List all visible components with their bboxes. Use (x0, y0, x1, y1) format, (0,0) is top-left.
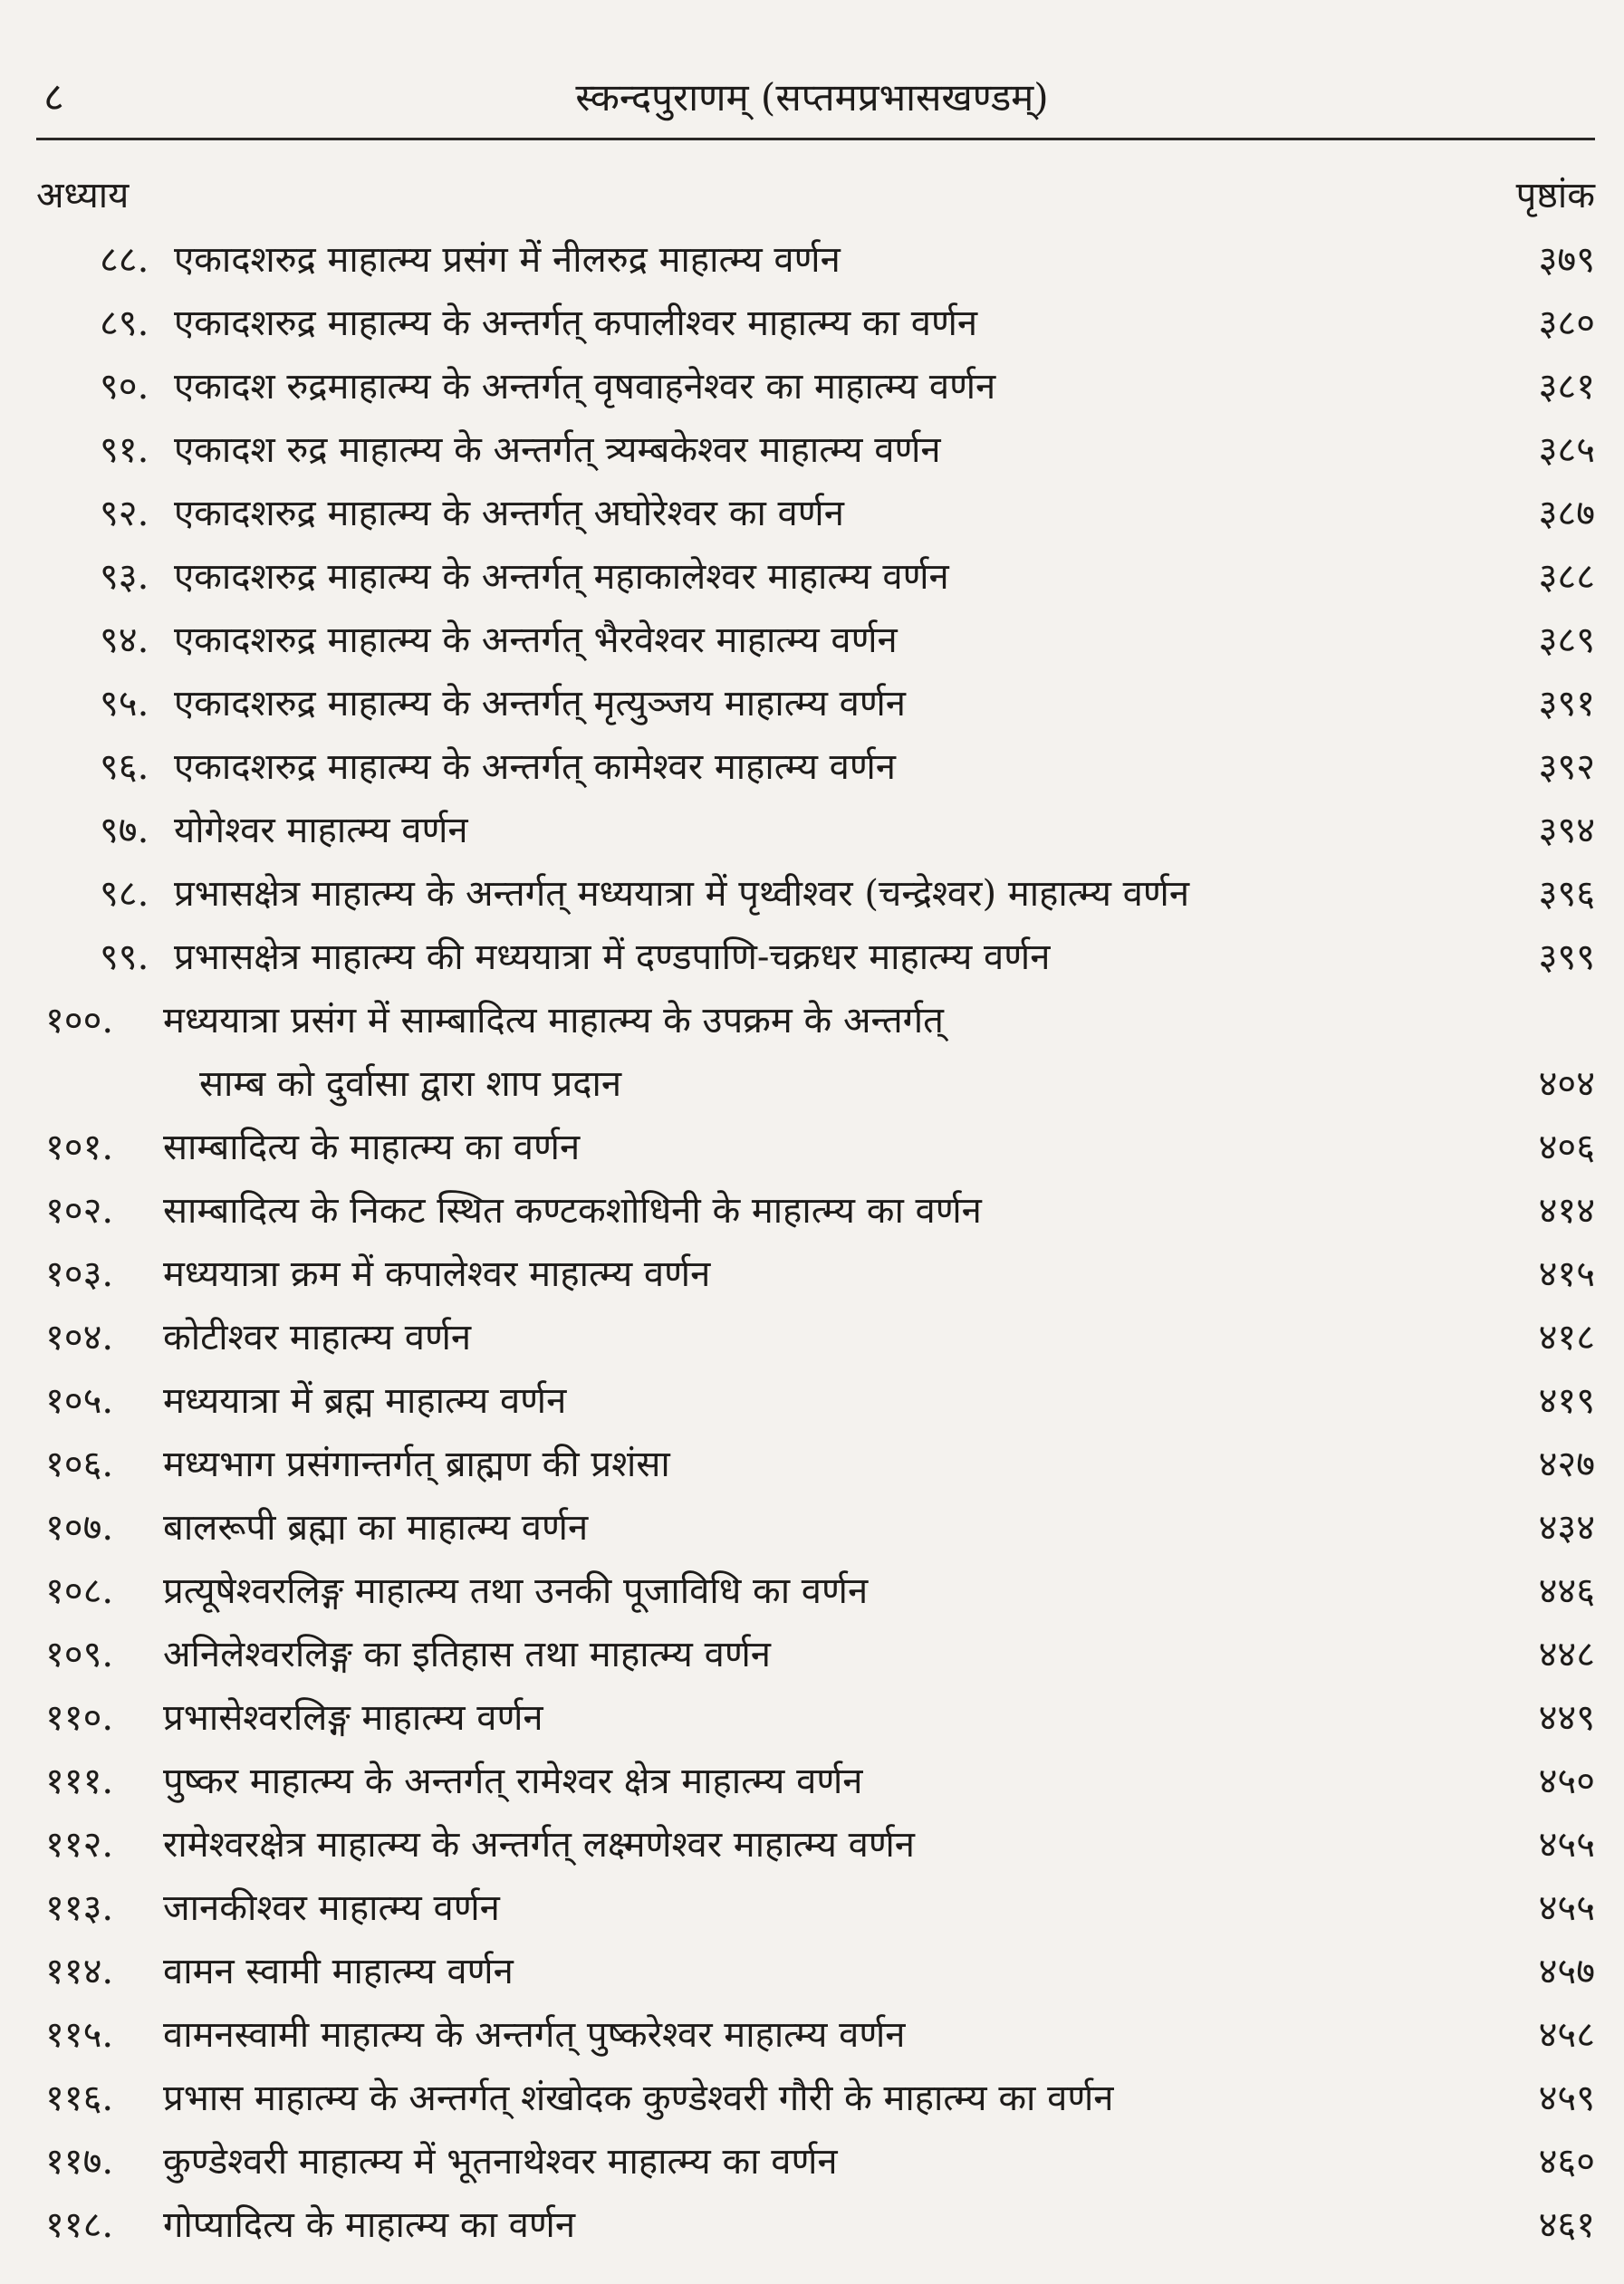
toc-entry (36, 2130, 1595, 2193)
chapter-title (163, 1116, 1468, 1179)
page-reference: ३९१ (1538, 683, 1595, 725)
chapter-number: १०८. (45, 1570, 114, 1612)
toc-entry (36, 1559, 1595, 1623)
chapter-title-text: प्रभास माहात्म्य के अन्तर्गत् शंखोदक कुण्डेश्वरी गौरी के माहात्म्य का वर्णन (163, 2078, 1114, 2119)
chapter-title (163, 1306, 1468, 1369)
toc-entry (36, 1750, 1595, 1813)
chapter-number: १०३. (45, 1253, 114, 1295)
chapter-number: ११५. (45, 2014, 114, 2056)
chapter-number: ९७. (100, 810, 149, 851)
chapter-title-text: बालरूपी ब्रह्मा का माहात्म्य वर्णन (163, 1507, 589, 1549)
page-reference: ३८० (1538, 302, 1595, 344)
page-reference: ४१५ (1538, 1253, 1595, 1295)
chapter-title-text: वामन स्वामी माहात्म्य वर्णन (163, 1951, 514, 1992)
chapter-number: १०९. (45, 1634, 114, 1675)
page-reference: ४५५ (1538, 1887, 1595, 1929)
chapter-title-text: एकादशरुद्र माहात्म्य के अन्तर्गत् भैरवेश्वर माहात्म्य वर्णन (174, 619, 898, 661)
chapter-number: १०४. (45, 1317, 114, 1358)
chapter-number: १०५. (45, 1380, 114, 1422)
page-reference: ३९४ (1538, 810, 1595, 851)
chapter-title (163, 1369, 1468, 1433)
page-reference: ४२७ (1538, 1444, 1595, 1485)
chapter-number: ११८. (45, 2204, 114, 2246)
chapter-number: ११२. (45, 1824, 114, 1866)
page-column-heading: पृष्ठांक (1515, 175, 1595, 216)
toc-entry (36, 1686, 1595, 1750)
chapter-number: ९६. (100, 746, 149, 788)
chapter-title (174, 862, 1468, 926)
toc-entry (36, 1623, 1595, 1686)
page-reference: ३८५ (1538, 429, 1595, 471)
page-header (36, 71, 1588, 125)
table-of-contents (36, 228, 1595, 2257)
chapter-number: १०२. (45, 1190, 114, 1232)
chapter-number: ८८. (100, 239, 149, 281)
chapter-title-text: मध्यभाग प्रसंगान्तर्गत् ब्राह्मण की प्रशंसा (163, 1444, 670, 1485)
chapter-number: ११३. (45, 1887, 114, 1929)
chapter-title-text: एकादशरुद्र माहात्म्य के अन्तर्गत् महाकालेश्वर माहात्म्य वर्णन (174, 556, 949, 598)
page-reference: ३९६ (1538, 873, 1595, 915)
page-reference: ४६० (1538, 2141, 1595, 2183)
toc-entry (36, 2193, 1595, 2257)
chapter-title-continuation: साम्ब को दुर्वासा द्वारा शाप प्रदान (199, 1063, 622, 1105)
page-reference: ४०६ (1538, 1127, 1595, 1168)
chapter-title-text: प्रभासक्षेत्र माहात्म्य के अन्तर्गत् मध्ययात्रा में पृथ्वीश्वर (चन्द्रेश्वर) माहात्म्य वर्णन (174, 873, 1190, 915)
chapter-title-text: एकादशरुद्र माहात्म्य प्रसंग में नीलरुद्र माहात्म्य वर्णन (174, 239, 841, 281)
toc-entry (36, 418, 1595, 482)
chapter-title (163, 1750, 1468, 1813)
chapter-number: १११. (45, 1761, 114, 1802)
chapter-title (174, 926, 1468, 989)
chapter-number: ९३. (100, 556, 149, 598)
chapter-title-text: मध्ययात्रा में ब्रह्म माहात्म्य वर्णन (163, 1380, 567, 1422)
page-reference: ४६१ (1538, 2204, 1595, 2246)
chapter-number: ९१. (100, 429, 149, 471)
chapter-title-text: कोटीश्वर माहात्म्य वर्णन (163, 1317, 472, 1358)
chapter-number: १०७. (45, 1507, 114, 1549)
chapter-number: ११७. (45, 2141, 114, 2183)
toc-entry (36, 1876, 1595, 1940)
toc-entry (36, 482, 1595, 545)
toc-entry (36, 672, 1595, 735)
chapter-title (163, 2067, 1468, 2130)
chapter-title (174, 228, 1468, 292)
toc-entry (36, 799, 1595, 862)
page-reference: ३८८ (1538, 556, 1595, 598)
chapter-title (163, 1813, 1468, 1876)
chapter-title-text: एकादशरुद्र माहात्म्य के अन्तर्गत् कपालीश्वर माहात्म्य का वर्णन (174, 302, 978, 344)
page-reference: ४४९ (1538, 1697, 1595, 1739)
chapter-title-text: प्रत्यूषेश्वरलिङ्ग माहात्म्य तथा उनकी पूजाविधि का वर्णन (163, 1570, 869, 1612)
column-headings (36, 170, 1595, 221)
page-reference: ३८७ (1538, 493, 1595, 534)
chapter-title-text: गोप्यादित्य के माहात्म्य का वर्णन (163, 2204, 576, 2246)
chapter-title-text: कुण्डेश्वरी माहात्म्य में भूतनाथेश्वर माहात्म्य का वर्णन (163, 2141, 838, 2183)
chapter-title (163, 1496, 1468, 1559)
chapter-title (163, 1179, 1468, 1243)
page-reference: ३९९ (1538, 936, 1595, 978)
chapter-title-text: मध्ययात्रा प्रसंग में साम्बादित्य माहात्म्य के उपक्रम के अन्तर्गत् (163, 1000, 944, 1041)
chapter-number: ११६. (45, 2078, 114, 2119)
chapter-title (163, 1243, 1468, 1306)
chapter-title (163, 1623, 1468, 1686)
chapter-title (163, 1940, 1468, 2003)
toc-entry (36, 292, 1595, 355)
chapter-title (174, 418, 1468, 482)
chapter-number: १००. (45, 1000, 114, 1041)
chapter-title (174, 482, 1468, 545)
page-reference: ४५० (1538, 1761, 1595, 1802)
chapter-number: ९९. (100, 936, 149, 978)
chapter-title (174, 672, 1468, 735)
chapter-title-text: एकादश रुद्रमाहात्म्य के अन्तर्गत् वृषवाहनेश्वर का माहात्म्य वर्णन (174, 366, 996, 408)
chapter-title-text: अनिलेश्वरलिङ्ग का इतिहास तथा माहात्म्य वर्णन (163, 1634, 771, 1675)
chapter-title (163, 2003, 1468, 2067)
chapter-title-text: एकादश रुद्र माहात्म्य के अन्तर्गत् त्र्यम्बकेश्वर माहात्म्य वर्णन (174, 429, 941, 471)
toc-entry (36, 862, 1595, 926)
chapter-title (163, 1686, 1468, 1750)
toc-entry (36, 1813, 1595, 1876)
toc-entry (36, 1116, 1595, 1179)
chapter-number: ९८. (100, 873, 149, 915)
chapter-title-text: साम्बादित्य के निकट स्थित कण्टकशोधिनी के माहात्म्य का वर्णन (163, 1190, 982, 1232)
chapter-title (174, 545, 1468, 609)
chapter-title (163, 1559, 1468, 1623)
chapter-title (174, 735, 1468, 799)
chapter-number: ११०. (45, 1697, 114, 1739)
page-reference: ४४८ (1538, 1634, 1595, 1675)
chapter-title-text: रामेश्वरक्षेत्र माहात्म्य के अन्तर्गत् लक्ष्मणेश्वर माहात्म्य वर्णन (163, 1824, 915, 1866)
chapter-title (163, 989, 1468, 1116)
page-reference: ३९२ (1538, 746, 1595, 788)
chapter-title-text: एकादशरुद्र माहात्म्य के अन्तर्गत् कामेश्वर माहात्म्य वर्णन (174, 746, 897, 788)
toc-entry (36, 2003, 1595, 2067)
page-reference: ४५७ (1538, 1951, 1595, 1992)
chapter-column-heading: अध्याय (36, 175, 130, 216)
chapter-title-text: एकादशरुद्र माहात्म्य के अन्तर्गत् मृत्युञ्जय माहात्म्य वर्णन (174, 683, 907, 725)
page-reference: ४१४ (1538, 1190, 1595, 1232)
chapter-title (163, 1876, 1468, 1940)
chapter-title (174, 799, 1468, 862)
toc-entry (36, 2067, 1595, 2130)
chapter-title (174, 609, 1468, 672)
toc-entry (36, 545, 1595, 609)
chapter-title-text: एकादशरुद्र माहात्म्य के अन्तर्गत् अघोरेश्वर का वर्णन (174, 493, 844, 534)
page-reference: ४४६ (1538, 1570, 1595, 1612)
toc-entry (36, 1496, 1595, 1559)
page-reference: ३८९ (1538, 619, 1595, 661)
toc-entry (36, 989, 1595, 1116)
toc-entry (36, 1306, 1595, 1369)
toc-entry (36, 1369, 1595, 1433)
toc-entry (36, 1243, 1595, 1306)
page-reference: ४०४ (1538, 1063, 1595, 1105)
chapter-number: ११४. (45, 1951, 114, 1992)
chapter-number: ९५. (100, 683, 149, 725)
chapter-title (163, 2193, 1468, 2257)
chapter-title (163, 1433, 1468, 1496)
toc-entry (36, 228, 1595, 292)
toc-entry (36, 1179, 1595, 1243)
page-reference: ४१९ (1538, 1380, 1595, 1422)
page-reference: ४५९ (1538, 2078, 1595, 2119)
chapter-title-text: प्रभासेश्वरलिङ्ग माहात्म्य वर्णन (163, 1697, 543, 1739)
chapter-title (163, 2130, 1468, 2193)
toc-entry (36, 735, 1595, 799)
chapter-title-text: प्रभासक्षेत्र माहात्म्य की मध्ययात्रा में दण्डपाणि-चक्रधर माहात्म्य वर्णन (174, 936, 1051, 978)
chapter-number: ९४. (100, 619, 149, 661)
chapter-number: ९०. (100, 366, 149, 408)
chapter-title-text: वामनस्वामी माहात्म्य के अन्तर्गत् पुष्करेश्वर माहात्म्य वर्णन (163, 2014, 906, 2056)
toc-entry (36, 1940, 1595, 2003)
page-reference: ४५८ (1538, 2014, 1595, 2056)
chapter-title-text: योगेश्वर माहात्म्य वर्णन (174, 810, 468, 851)
page-reference: ४३४ (1538, 1507, 1595, 1549)
chapter-title-text: पुष्कर माहात्म्य के अन्तर्गत् रामेश्वर क्षेत्र माहात्म्य वर्णन (163, 1761, 863, 1802)
page-reference: ३८१ (1538, 366, 1595, 408)
running-title: स्कन्दपुराणम् (सप्तमप्रभासखण्डम्) (575, 75, 1049, 120)
chapter-number: ९२. (100, 493, 149, 534)
toc-entry (36, 1433, 1595, 1496)
chapter-number: १०६. (45, 1444, 114, 1485)
toc-entry (36, 926, 1595, 989)
chapter-title-text: जानकीश्वर माहात्म्य वर्णन (163, 1887, 500, 1929)
page-reference: ४५५ (1538, 1824, 1595, 1866)
chapter-title (174, 355, 1468, 418)
header-rule (36, 138, 1595, 140)
chapter-number: १०१. (45, 1127, 114, 1168)
chapter-title-text: मध्ययात्रा क्रम में कपालेश्वर माहात्म्य वर्णन (163, 1253, 711, 1295)
toc-entry (36, 609, 1595, 672)
page-reference: ३७९ (1538, 239, 1595, 281)
toc-entry (36, 355, 1595, 418)
page-number: ८ (43, 74, 64, 120)
chapter-number: ८९. (100, 302, 149, 344)
chapter-title-text: साम्बादित्य के माहात्म्य का वर्णन (163, 1127, 581, 1168)
page-reference: ४१८ (1538, 1317, 1595, 1358)
chapter-title (174, 292, 1468, 355)
